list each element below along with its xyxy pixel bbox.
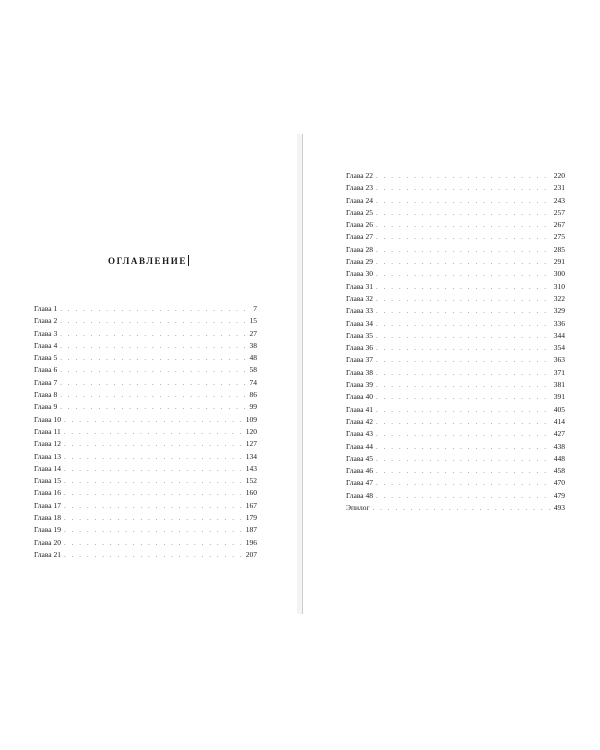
toc-entry-page-number: 344 <box>553 330 565 340</box>
toc-entry[interactable] <box>346 330 565 342</box>
toc-entry-label: Глава 17 <box>34 500 61 510</box>
toc-entry[interactable] <box>34 328 257 340</box>
toc-leader-dots <box>60 341 246 353</box>
toc-entry-page-number: 291 <box>553 257 565 267</box>
toc-entry-page-number: 27 <box>249 328 257 338</box>
toc-entry-label: Глава 21 <box>34 549 61 559</box>
toc-entry-page-number: 127 <box>245 439 257 449</box>
toc-entry-label: Глава 16 <box>34 488 61 498</box>
toc-entry[interactable] <box>346 281 565 293</box>
toc-entry[interactable] <box>346 490 565 502</box>
toc-entry-page-number: 38 <box>249 340 257 350</box>
toc-entry-label: Глава 31 <box>346 281 373 291</box>
toc-entry[interactable] <box>34 438 257 450</box>
toc-entry-page-number: 231 <box>553 183 565 193</box>
toc-entry-page-number: 152 <box>245 476 257 486</box>
toc-leader-dots <box>64 550 243 562</box>
toc-entry-label: Глава 19 <box>34 525 61 535</box>
toc-entry-label: Глава 14 <box>34 463 61 473</box>
toc-entry[interactable] <box>346 379 565 391</box>
toc-entry-page-number: 58 <box>249 365 257 375</box>
toc-entry-page-number: 493 <box>553 503 565 513</box>
toc-leader-dots <box>376 282 551 294</box>
toc-entry[interactable] <box>346 428 565 440</box>
toc-entry-label: Глава 38 <box>346 367 373 377</box>
toc-entry[interactable] <box>346 441 565 453</box>
toc-entry-label: Глава 44 <box>346 441 373 451</box>
toc-entry-label: Глава 45 <box>346 453 373 463</box>
toc-entry-label: Глава 33 <box>346 306 373 316</box>
toc-leader-dots <box>376 331 551 343</box>
toc-entry-page-number: 322 <box>553 293 565 303</box>
toc-entry-page-number: 381 <box>553 380 565 390</box>
toc-entry-page-number: 187 <box>245 525 257 535</box>
toc-leader-dots <box>376 355 551 367</box>
toc-entry-label: Глава 8 <box>34 390 58 400</box>
toc-entry-label: Глава 6 <box>34 365 58 375</box>
toc-leader-dots <box>60 402 246 414</box>
toc-entry-page-number: 48 <box>249 353 257 363</box>
toc-entry-label: Глава 29 <box>346 257 373 267</box>
toc-entry[interactable] <box>34 389 257 401</box>
toc-entry[interactable] <box>34 315 257 327</box>
toc-title-text: ОГЛАВЛЕНИЕ <box>108 256 187 266</box>
toc-entry[interactable] <box>346 502 565 514</box>
toc-entry[interactable] <box>34 537 257 549</box>
toc-leader-dots <box>376 368 551 380</box>
toc-entry-page-number: 99 <box>249 402 257 412</box>
toc-entry-page-number: 300 <box>553 269 565 279</box>
toc-entry-label: Глава 2 <box>34 316 58 326</box>
text-cursor <box>188 255 189 266</box>
toc-entry-page-number: 143 <box>245 463 257 473</box>
toc-entry-page-number: 257 <box>553 207 565 217</box>
toc-entry-label: Глава 48 <box>346 490 373 500</box>
toc-entry[interactable] <box>346 305 565 317</box>
toc-entry-page-number: 109 <box>245 414 257 424</box>
toc-leader-dots <box>376 220 551 232</box>
toc-entry-label: Глава 15 <box>34 476 61 486</box>
toc-leader-dots <box>64 464 243 476</box>
toc-entry-page-number: 160 <box>245 488 257 498</box>
toc-entry-label: Глава 13 <box>34 451 61 461</box>
toc-entry-label: Глава 26 <box>346 220 373 230</box>
toc-entry[interactable] <box>346 354 565 366</box>
toc-entry[interactable] <box>346 195 565 207</box>
toc-entry[interactable] <box>34 414 257 426</box>
toc-entry-label: Глава 43 <box>346 429 373 439</box>
toc-entry-label: Глава 20 <box>34 537 61 547</box>
toc-entry-page-number: 15 <box>249 316 257 326</box>
toc-leader-dots <box>376 392 551 404</box>
toc-entry[interactable] <box>346 207 565 219</box>
toc-leader-dots <box>376 306 551 318</box>
toc-leader-dots <box>64 525 243 537</box>
toc-entry-page-number: 285 <box>553 244 565 254</box>
toc-entry[interactable] <box>34 524 257 536</box>
toc-entry[interactable] <box>346 268 565 280</box>
toc-entry-label: Глава 34 <box>346 318 373 328</box>
toc-leader-dots <box>376 442 551 454</box>
toc-entry-page-number: 329 <box>553 306 565 316</box>
toc-entry-label: Глава 40 <box>346 392 373 402</box>
toc-entry-label: Глава 46 <box>346 466 373 476</box>
toc-leader-dots <box>64 513 243 525</box>
toc-leader-dots <box>376 343 551 355</box>
toc-leader-dots <box>64 488 243 500</box>
toc-leader-dots <box>64 476 243 488</box>
toc-list-left <box>34 303 257 561</box>
toc-entry-page-number: 470 <box>553 478 565 488</box>
toc-entry-page-number: 479 <box>553 490 565 500</box>
toc-entry[interactable] <box>346 170 565 182</box>
toc-leader-dots <box>60 316 246 328</box>
toc-entry-page-number: 74 <box>249 377 257 387</box>
toc-entry-label: Глава 42 <box>346 416 373 426</box>
toc-leader-dots <box>376 245 551 257</box>
toc-entry-label: Глава 27 <box>346 232 373 242</box>
toc-entry[interactable] <box>34 512 257 524</box>
toc-entry[interactable] <box>346 404 565 416</box>
toc-entry-label: Глава 4 <box>34 340 58 350</box>
toc-entry-label: Глава 37 <box>346 355 373 365</box>
toc-entry-page-number: 448 <box>553 453 565 463</box>
toc-entry[interactable] <box>34 340 257 352</box>
toc-entry-page-number: 86 <box>249 390 257 400</box>
toc-entry-page-number: 167 <box>245 500 257 510</box>
toc-entry[interactable] <box>34 352 257 364</box>
toc-entry-label: Глава 41 <box>346 404 373 414</box>
toc-entry-page-number: 7 <box>253 304 257 313</box>
toc-entry[interactable] <box>34 549 257 561</box>
toc-entry-label: Глава 7 <box>34 377 58 387</box>
toc-leader-dots <box>60 390 246 402</box>
toc-leader-dots <box>376 171 551 183</box>
toc-leader-dots <box>376 417 551 429</box>
toc-leader-dots <box>376 429 551 441</box>
toc-leader-dots <box>60 378 246 390</box>
toc-entry-label: Глава 47 <box>346 478 373 488</box>
toc-entry[interactable] <box>34 401 257 413</box>
toc-entry[interactable] <box>346 318 565 330</box>
toc-entry-page-number: 405 <box>553 404 565 414</box>
toc-leader-dots <box>64 452 243 464</box>
toc-entry-label: Глава 25 <box>346 207 373 217</box>
toc-entry-page-number: 363 <box>553 355 565 365</box>
toc-entry-page-number: 336 <box>553 318 565 328</box>
toc-entry-label: Глава 1 <box>34 304 58 313</box>
toc-entry-label: Глава 39 <box>346 380 373 390</box>
toc-entry-label: Глава 10 <box>34 414 61 424</box>
toc-entry-page-number: 371 <box>553 367 565 377</box>
toc-entry[interactable] <box>346 342 565 354</box>
toc-entry-page-number: 310 <box>553 281 565 291</box>
toc-leader-dots <box>376 208 551 220</box>
toc-leader-dots <box>64 427 243 439</box>
toc-entry-page-number: 414 <box>553 416 565 426</box>
toc-leader-dots <box>64 415 243 427</box>
toc-entry-page-number: 243 <box>553 195 565 205</box>
toc-leader-dots <box>376 196 551 208</box>
toc-entry-label: Глава 5 <box>34 353 58 363</box>
toc-entry[interactable] <box>346 231 565 243</box>
toc-entry-label: Глава 18 <box>34 513 61 523</box>
toc-entry-label: Глава 30 <box>346 269 373 279</box>
toc-entry-label: Эпилог <box>346 503 370 513</box>
toc-entry[interactable] <box>346 416 565 428</box>
toc-leader-dots <box>60 329 246 341</box>
toc-entry-page-number: 220 <box>553 171 565 180</box>
toc-leader-dots <box>376 257 551 269</box>
toc-entry[interactable] <box>34 487 257 499</box>
toc-entry[interactable] <box>346 244 565 256</box>
toc-entry-label: Глава 11 <box>34 426 61 436</box>
toc-entry-label: Глава 3 <box>34 328 58 338</box>
toc-list-right <box>346 170 565 514</box>
toc-entry[interactable] <box>34 475 257 487</box>
toc-leader-dots <box>376 319 551 331</box>
toc-entry-page-number: 438 <box>553 441 565 451</box>
toc-entry[interactable] <box>346 256 565 268</box>
toc-leader-dots <box>376 454 551 466</box>
toc-entry[interactable] <box>34 451 257 463</box>
toc-entry-page-number: 120 <box>245 426 257 436</box>
toc-entry[interactable] <box>346 391 565 403</box>
toc-entry[interactable] <box>346 453 565 465</box>
toc-entry-page-number: 354 <box>553 343 565 353</box>
toc-entry[interactable] <box>34 500 257 512</box>
toc-leader-dots <box>376 294 551 306</box>
toc-entry[interactable] <box>34 364 257 376</box>
toc-leader-dots <box>376 466 551 478</box>
toc-entry-label: Глава 35 <box>346 330 373 340</box>
toc-entry[interactable] <box>34 377 257 389</box>
toc-entry-label: Глава 23 <box>346 183 373 193</box>
toc-entry-label: Глава 12 <box>34 439 61 449</box>
toc-leader-dots <box>376 405 551 417</box>
toc-entry-page-number: 427 <box>553 429 565 439</box>
toc-entry-page-number: 267 <box>553 220 565 230</box>
toc-entry[interactable] <box>34 426 257 438</box>
toc-entry[interactable] <box>346 182 565 194</box>
toc-entry[interactable] <box>34 303 257 315</box>
toc-entry-label: Глава 9 <box>34 402 58 412</box>
toc-entry-page-number: 179 <box>245 513 257 523</box>
toc-leader-dots <box>376 491 551 503</box>
toc-entry-page-number: 134 <box>245 451 257 461</box>
toc-leader-dots <box>64 501 243 513</box>
toc-entry-page-number: 196 <box>245 537 257 547</box>
toc-heading <box>0 255 297 266</box>
toc-entry-label: Глава 24 <box>346 195 373 205</box>
toc-entry[interactable] <box>346 367 565 379</box>
toc-leader-dots <box>373 503 551 515</box>
toc-entry-page-number: 207 <box>245 549 257 559</box>
toc-entry[interactable] <box>346 477 565 489</box>
toc-entry-page-number: 275 <box>553 232 565 242</box>
toc-leader-dots <box>376 269 551 281</box>
toc-entry[interactable] <box>346 293 565 305</box>
toc-leader-dots <box>60 353 246 365</box>
toc-entry-label: Глава 32 <box>346 293 373 303</box>
toc-entry[interactable] <box>346 219 565 231</box>
toc-entry[interactable] <box>346 465 565 477</box>
toc-leader-dots <box>376 478 551 490</box>
toc-leader-dots <box>376 232 551 244</box>
toc-entry-label: Глава 28 <box>346 244 373 254</box>
toc-leader-dots <box>64 439 243 451</box>
toc-entry-page-number: 458 <box>553 466 565 476</box>
toc-leader-dots <box>376 183 551 195</box>
toc-leader-dots <box>60 365 246 377</box>
toc-entry-label: Глава 22 <box>346 171 373 180</box>
toc-entry[interactable] <box>34 463 257 475</box>
toc-leader-dots <box>64 538 243 550</box>
toc-leader-dots <box>376 380 551 392</box>
toc-entry-label: Глава 36 <box>346 343 373 353</box>
toc-leader-dots <box>60 304 250 316</box>
toc-entry-page-number: 391 <box>553 392 565 402</box>
